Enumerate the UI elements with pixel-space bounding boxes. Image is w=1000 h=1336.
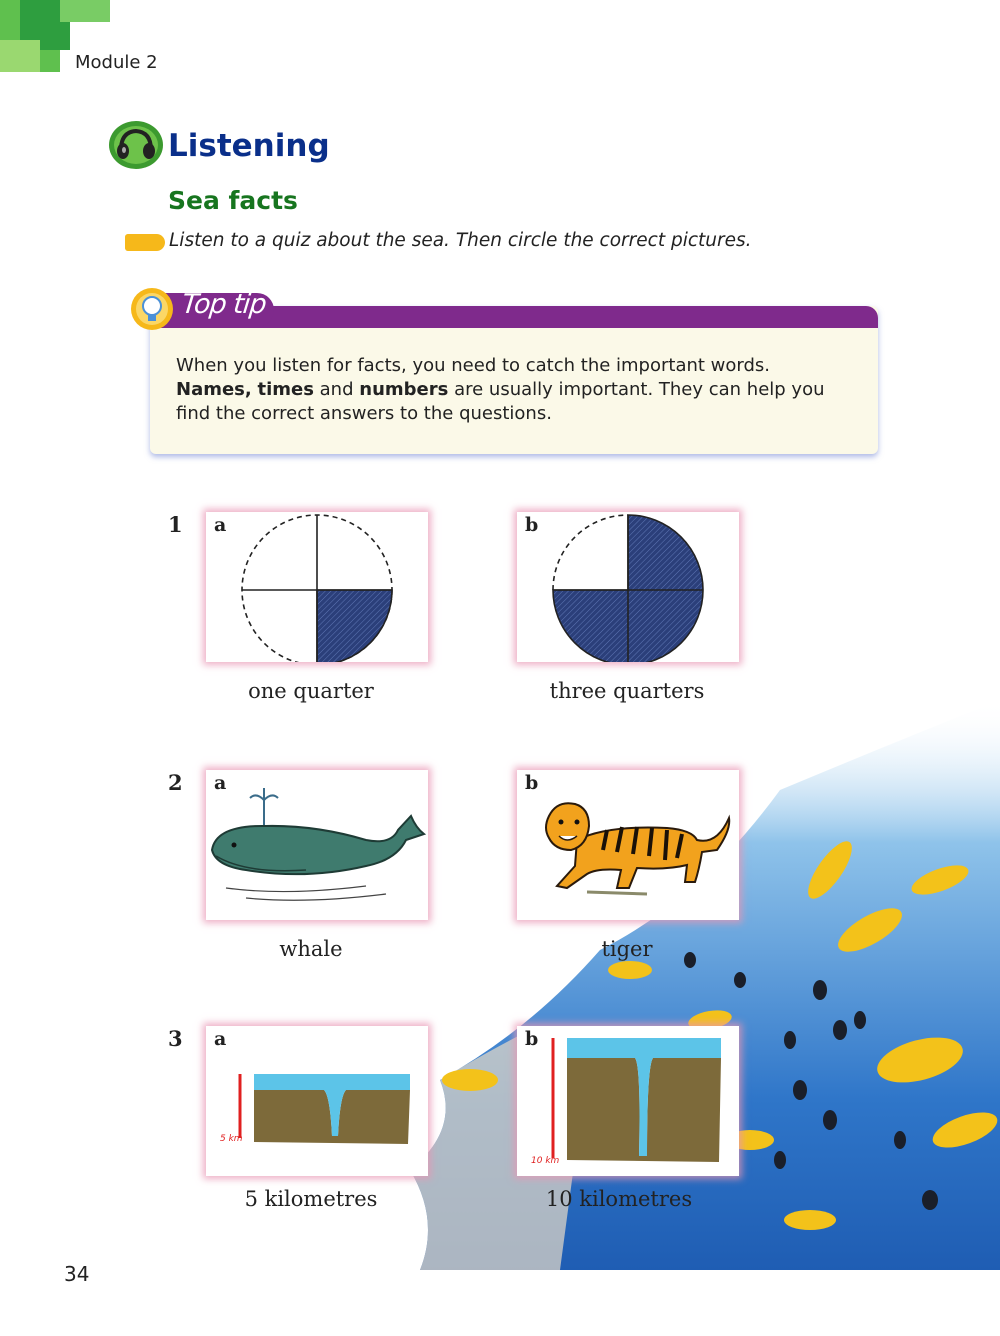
top-tip-text xyxy=(176,354,866,426)
section-title: Listening xyxy=(168,128,330,164)
option-card-2a[interactable] xyxy=(206,770,428,920)
question-number-1: 1 xyxy=(168,512,183,537)
depth-label-5km: 5 km xyxy=(220,1134,243,1144)
top-tip-line-2-rest: are usually important. They can help you xyxy=(454,379,825,400)
sea-trench-10km-image xyxy=(517,1026,739,1176)
option-letter: b xyxy=(525,1028,539,1050)
option-caption-1b: three quarters xyxy=(549,679,705,703)
headphones-icon xyxy=(108,120,164,170)
option-caption-3b: 10 kilometres xyxy=(545,1187,693,1211)
top-tip-and: and xyxy=(319,379,354,400)
option-letter: a xyxy=(214,1028,227,1050)
top-tip-line-3: find the correct answers to the questions. xyxy=(176,403,552,424)
question-number-2: 2 xyxy=(168,770,183,795)
option-caption-2a: whale xyxy=(279,937,343,961)
option-letter: a xyxy=(214,772,227,794)
whale-image xyxy=(206,770,428,920)
top-tip-bold-names: Names, xyxy=(176,379,252,400)
option-caption-2b: tiger xyxy=(601,937,653,961)
page-number: 34 xyxy=(64,1262,90,1286)
option-letter: b xyxy=(525,772,539,794)
top-tip-bold-numbers: numbers xyxy=(359,379,449,400)
sea-trench-5km-image xyxy=(206,1026,428,1176)
option-card-3b[interactable] xyxy=(517,1026,739,1176)
option-caption-1a: one quarter xyxy=(248,679,374,703)
top-tip-bold-times: times xyxy=(257,379,314,400)
depth-label-10km: 10 km xyxy=(531,1156,560,1166)
option-card-3a[interactable] xyxy=(206,1026,428,1176)
top-tip-line-1: When you listen for facts, you need to catch the important words. xyxy=(176,355,771,376)
top-tip-label: Top tip xyxy=(180,289,268,320)
instruction-text: Listen to a quiz about the sea. Then circle the correct pictures. xyxy=(169,230,752,251)
instruction-marker xyxy=(125,234,165,251)
option-letter: a xyxy=(214,514,227,536)
module-label: Module 2 xyxy=(75,52,158,73)
top-tip-line-2 xyxy=(176,378,866,402)
option-card-1b[interactable] xyxy=(517,512,739,662)
option-caption-3a: 5 kilometres xyxy=(244,1187,378,1211)
three-quarters-circle-image xyxy=(517,512,739,662)
option-letter: b xyxy=(525,514,539,536)
tiger-image xyxy=(517,770,739,920)
option-card-1a[interactable] xyxy=(206,512,428,662)
section-subtitle: Sea facts xyxy=(168,186,298,215)
option-card-2b[interactable] xyxy=(517,770,739,920)
question-number-3: 3 xyxy=(168,1026,183,1051)
one-quarter-circle-image xyxy=(206,512,428,662)
